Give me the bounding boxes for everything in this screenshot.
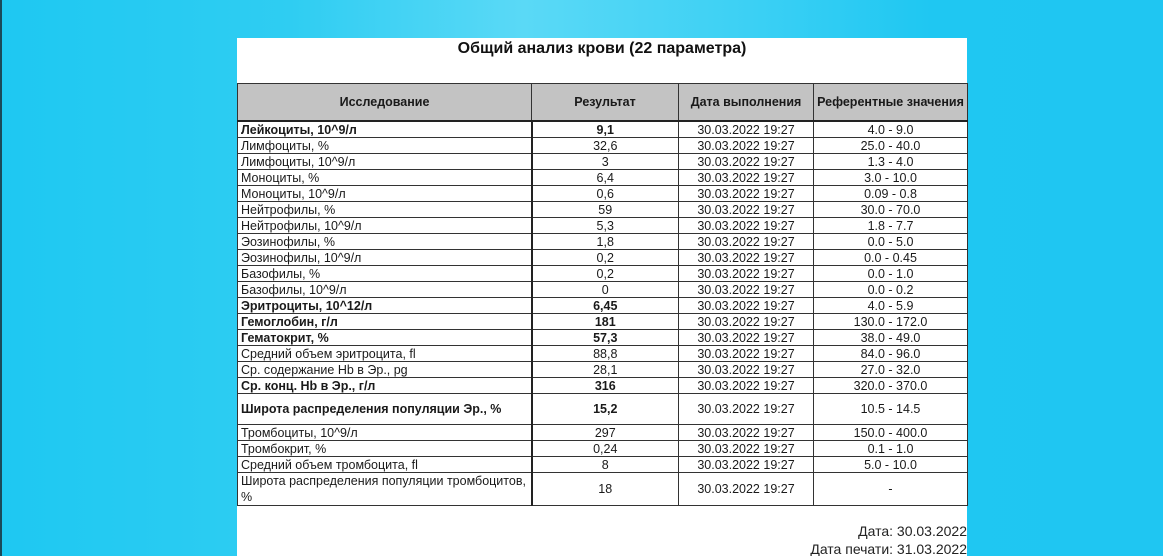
test-name: Базофилы, 10^9/л xyxy=(238,282,532,298)
reference-range: 3.0 - 10.0 xyxy=(814,170,968,186)
execution-date: 30.03.2022 19:27 xyxy=(679,121,814,138)
table-row xyxy=(238,266,968,282)
reference-range: 10.5 - 14.5 xyxy=(814,394,968,425)
table-row xyxy=(238,314,968,330)
table-row xyxy=(238,362,968,378)
screen-edge xyxy=(0,0,2,556)
table-row xyxy=(238,394,968,425)
table-row xyxy=(238,473,968,506)
report-date: Дата: 30.03.2022 xyxy=(858,523,967,539)
test-name: Гематокрит, % xyxy=(238,330,532,346)
result-value: 18 xyxy=(532,473,679,506)
test-name: Широта распределения популяции Эр., % xyxy=(238,394,532,425)
execution-date: 30.03.2022 19:27 xyxy=(679,186,814,202)
test-name: Нейтрофилы, 10^9/л xyxy=(238,218,532,234)
table-row xyxy=(238,298,968,314)
reference-range: - xyxy=(814,473,968,506)
result-value: 9,1 xyxy=(532,121,679,138)
result-value: 6,4 xyxy=(532,170,679,186)
execution-date: 30.03.2022 19:27 xyxy=(679,362,814,378)
reference-range: 1.8 - 7.7 xyxy=(814,218,968,234)
execution-date: 30.03.2022 19:27 xyxy=(679,250,814,266)
test-name: Тромбоциты, 10^9/л xyxy=(238,425,532,441)
execution-date: 30.03.2022 19:27 xyxy=(679,234,814,250)
execution-date: 30.03.2022 19:27 xyxy=(679,298,814,314)
test-name: Лейкоциты, 10^9/л xyxy=(238,121,532,138)
reference-range: 0.0 - 0.45 xyxy=(814,250,968,266)
result-value: 28,1 xyxy=(532,362,679,378)
test-name: Базофилы, % xyxy=(238,266,532,282)
table-row xyxy=(238,154,968,170)
reference-range: 5.0 - 10.0 xyxy=(814,457,968,473)
column-header-result: Результат xyxy=(532,84,679,122)
test-name: Гемоглобин, г/л xyxy=(238,314,532,330)
result-value: 0,2 xyxy=(532,266,679,282)
reference-range: 27.0 - 32.0 xyxy=(814,362,968,378)
execution-date: 30.03.2022 19:27 xyxy=(679,154,814,170)
table-row xyxy=(238,234,968,250)
table-row xyxy=(238,346,968,362)
execution-date: 30.03.2022 19:27 xyxy=(679,378,814,394)
execution-date: 30.03.2022 19:27 xyxy=(679,346,814,362)
result-value: 297 xyxy=(532,425,679,441)
test-name: Эозинофилы, 10^9/л xyxy=(238,250,532,266)
test-name: Средний объем эритроцита, fl xyxy=(238,346,532,362)
test-name: Ср. конц. Hb в Эр., г/л xyxy=(238,378,532,394)
table-row xyxy=(238,330,968,346)
result-value: 15,2 xyxy=(532,394,679,425)
table-row xyxy=(238,457,968,473)
print-date: Дата печати: 31.03.2022 xyxy=(810,541,967,556)
result-value: 0,24 xyxy=(532,441,679,457)
result-value: 5,3 xyxy=(532,218,679,234)
reference-range: 25.0 - 40.0 xyxy=(814,138,968,154)
result-value: 3 xyxy=(532,154,679,170)
result-value: 1,8 xyxy=(532,234,679,250)
column-header-reference: Референтные значения xyxy=(814,84,968,122)
result-value: 181 xyxy=(532,314,679,330)
reference-range: 0.1 - 1.0 xyxy=(814,441,968,457)
reference-range: 0.0 - 1.0 xyxy=(814,266,968,282)
test-name: Средний объем тромбоцита, fl xyxy=(238,457,532,473)
reference-range: 0.0 - 0.2 xyxy=(814,282,968,298)
result-value: 59 xyxy=(532,202,679,218)
column-header-date: Дата выполнения xyxy=(679,84,814,122)
execution-date: 30.03.2022 19:27 xyxy=(679,394,814,425)
execution-date: 30.03.2022 19:27 xyxy=(679,202,814,218)
table-row xyxy=(238,186,968,202)
execution-date: 30.03.2022 19:27 xyxy=(679,425,814,441)
result-value: 0 xyxy=(532,282,679,298)
test-name: Лимфоциты, % xyxy=(238,138,532,154)
table-row xyxy=(238,441,968,457)
execution-date: 30.03.2022 19:27 xyxy=(679,457,814,473)
execution-date: 30.03.2022 19:27 xyxy=(679,266,814,282)
result-value: 0,2 xyxy=(532,250,679,266)
execution-date: 30.03.2022 19:27 xyxy=(679,441,814,457)
reference-range: 4.0 - 5.9 xyxy=(814,298,968,314)
reference-range: 1.3 - 4.0 xyxy=(814,154,968,170)
execution-date: 30.03.2022 19:27 xyxy=(679,330,814,346)
execution-date: 30.03.2022 19:27 xyxy=(679,282,814,298)
table-row xyxy=(238,378,968,394)
table-row xyxy=(238,170,968,186)
reference-range: 84.0 - 96.0 xyxy=(814,346,968,362)
column-header-test: Исследование xyxy=(238,84,532,122)
reference-range: 130.0 - 172.0 xyxy=(814,314,968,330)
execution-date: 30.03.2022 19:27 xyxy=(679,170,814,186)
test-name: Ср. содержание Hb в Эр., pg xyxy=(238,362,532,378)
result-value: 8 xyxy=(532,457,679,473)
execution-date: 30.03.2022 19:27 xyxy=(679,314,814,330)
table-row xyxy=(238,218,968,234)
document-page xyxy=(237,38,967,556)
test-name: Эозинофилы, % xyxy=(238,234,532,250)
table-row xyxy=(238,121,968,138)
table-row xyxy=(238,202,968,218)
reference-range: 0.0 - 5.0 xyxy=(814,234,968,250)
result-value: 316 xyxy=(532,378,679,394)
result-value: 6,45 xyxy=(532,298,679,314)
reference-range: 38.0 - 49.0 xyxy=(814,330,968,346)
execution-date: 30.03.2022 19:27 xyxy=(679,138,814,154)
test-name: Нейтрофилы, % xyxy=(238,202,532,218)
result-value: 88,8 xyxy=(532,346,679,362)
results-table xyxy=(237,83,968,506)
execution-date: 30.03.2022 19:27 xyxy=(679,218,814,234)
reference-range: 30.0 - 70.0 xyxy=(814,202,968,218)
table-row xyxy=(238,425,968,441)
table-row xyxy=(238,282,968,298)
reference-range: 150.0 - 400.0 xyxy=(814,425,968,441)
reference-range: 320.0 - 370.0 xyxy=(814,378,968,394)
table-header-row xyxy=(238,84,968,122)
test-name: Моноциты, 10^9/л xyxy=(238,186,532,202)
result-value: 57,3 xyxy=(532,330,679,346)
test-name: Эритроциты, 10^12/л xyxy=(238,298,532,314)
table-row xyxy=(238,250,968,266)
reference-range: 4.0 - 9.0 xyxy=(814,121,968,138)
test-name: Широта распределения популяции тромбоцитов, % xyxy=(238,473,532,506)
table-row xyxy=(238,138,968,154)
test-name: Моноциты, % xyxy=(238,170,532,186)
document-title: Общий анализ крови (22 параметра) xyxy=(457,40,747,57)
reference-range: 0.09 - 0.8 xyxy=(814,186,968,202)
result-value: 32,6 xyxy=(532,138,679,154)
execution-date: 30.03.2022 19:27 xyxy=(679,473,814,506)
result-value: 0,6 xyxy=(532,186,679,202)
test-name: Лимфоциты, 10^9/л xyxy=(238,154,532,170)
test-name: Тромбокрит, % xyxy=(238,441,532,457)
